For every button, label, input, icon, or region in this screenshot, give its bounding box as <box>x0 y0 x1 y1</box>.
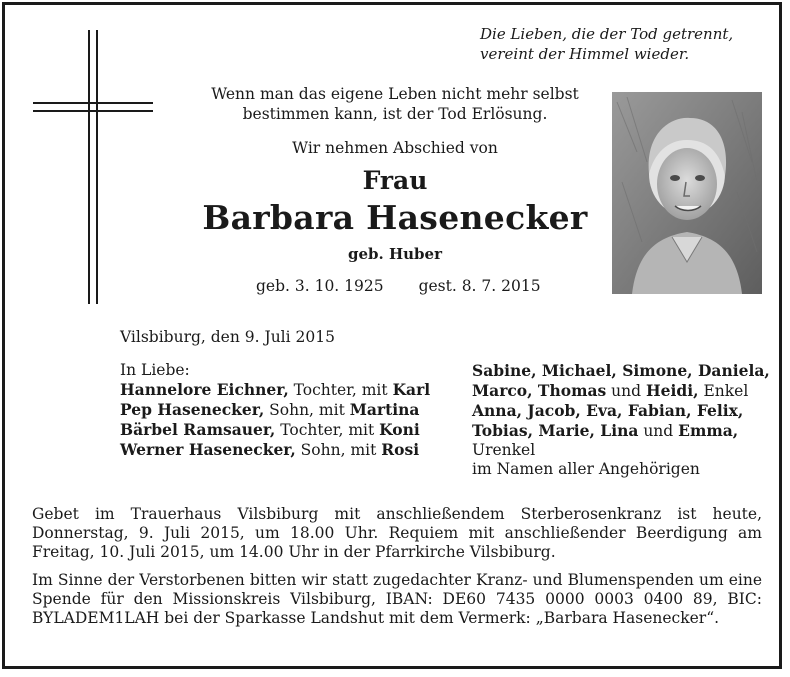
in-love-heading: In Liebe: <box>120 361 190 379</box>
mourners-left-column <box>120 361 450 460</box>
memorial-quote <box>480 24 770 64</box>
on-behalf-of-relatives: im Namen aller Angehörigen <box>472 460 700 478</box>
place-and-date: Vilsbiburg, den 9. Juli 2015 <box>120 328 335 346</box>
life-dates <box>256 276 541 296</box>
mourner-line: Pep Hasenecker, Sohn, mit Martina <box>120 400 420 419</box>
mourner-line: Hannelore Eichner, Tochter, mit Karl <box>120 380 431 399</box>
deceased-name: Barbara Hasenecker <box>202 198 588 237</box>
mourners-right-column <box>472 361 770 479</box>
death-date: gest. 8. 7. 2015 <box>418 277 541 295</box>
service-details: Gebet im Trauerhaus Vilsbiburg mit anschließendem Sterberosenkranz ist heute, Donnerstag, 9. Juli 2015, um 18.00 Uhr. Requiem mit anschließender Beerdigung am Freitag, 10. Juli 2015, um 14.00 Uhr in der Pfarrkirche Vilsbiburg. <box>32 505 762 561</box>
mourner-line: Werner Hasenecker, Sohn, mit Rosi <box>120 440 420 459</box>
grandchildren-line: Marco, Thomas und Heidi, Enkel <box>472 381 749 400</box>
intro-line-1: Wenn man das eigene Leben nicht mehr selbst <box>211 85 579 103</box>
announcement-block <box>180 84 610 264</box>
quote-line-2: vereint der Himmel wieder. <box>480 45 690 63</box>
intro-line-2: bestimmen kann, ist der Tod Erlösung. <box>242 105 548 123</box>
great-grandchildren-label: Urenkel <box>472 441 536 459</box>
grandchildren-line: Sabine, Michael, Simone, Daniela, <box>472 361 770 380</box>
mourner-line: Bärbel Ramsauer, Tochter, mit Koni <box>120 420 420 439</box>
great-grandchildren-line: Anna, Jacob, Eva, Fabian, Felix, <box>472 401 744 420</box>
cross-vertical-line <box>96 30 98 304</box>
cross-center <box>90 104 96 110</box>
great-grandchildren-line: Tobias, Marie, Lina und Emma, <box>472 421 739 440</box>
quote-line-1: Die Lieben, die der Tod getrennt, <box>480 25 734 43</box>
farewell-text: Wir nehmen Abschied von <box>292 139 498 157</box>
cross-vertical-line <box>88 30 90 304</box>
donation-request: Im Sinne der Verstorbenen bitten wir statt zugedachter Kranz- und Blumenspenden um eine Spende für den Missionskreis Vilsbiburg, IBAN: DE60 7435 0000 0003 0400 89, BIC: BYLADEM1LAH bei der Sparkasse Landshut mit dem Vermerk: „Barbara Hasenecker“. <box>32 571 762 627</box>
maiden-name: geb. Huber <box>348 245 442 263</box>
cross-horizontal-line <box>33 110 153 112</box>
salutation: Frau <box>362 166 428 195</box>
portrait-photo <box>612 92 762 294</box>
birth-date: geb. 3. 10. 1925 <box>256 277 384 295</box>
